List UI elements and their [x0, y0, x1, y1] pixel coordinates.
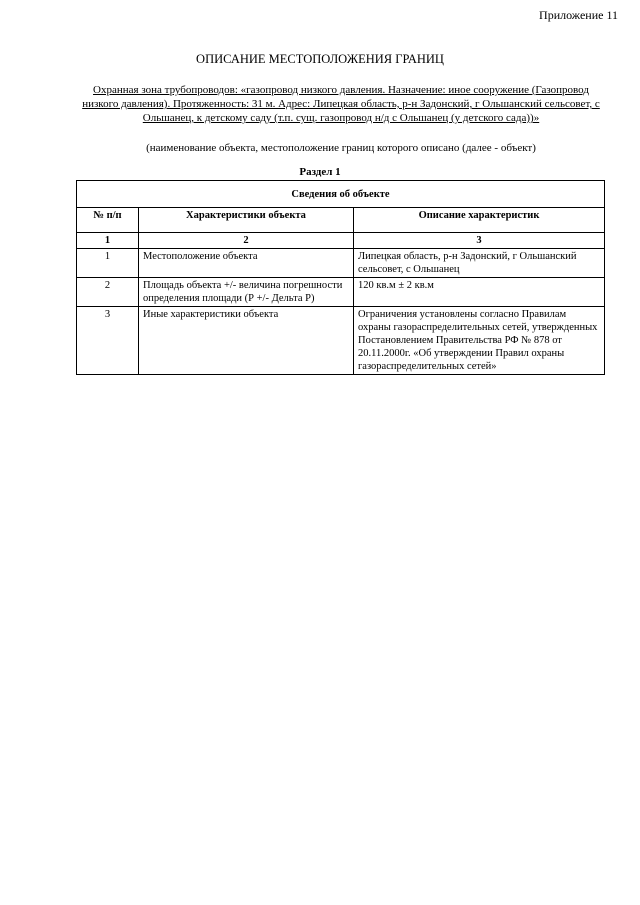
column-number: 1	[77, 233, 139, 249]
column-number: 3	[354, 233, 605, 249]
row-num: 2	[77, 278, 139, 307]
row-characteristic: Иные характеристики объекта	[139, 307, 354, 375]
object-info-table	[76, 180, 605, 375]
row-num: 1	[77, 249, 139, 278]
row-description: 120 кв.м ± 2 кв.м	[354, 278, 605, 307]
column-number: 2	[139, 233, 354, 249]
header-description: Описание характеристик	[354, 208, 605, 233]
table-caption: Сведения об объекте	[77, 181, 605, 208]
document-title: ОПИСАНИЕ МЕСТОПОЛОЖЕНИЯ ГРАНИЦ	[196, 52, 444, 66]
section-label: Раздел 1	[299, 166, 341, 178]
row-description: Ограничения установлены согласно Правилам охраны газораспределительных сетей, утвержденных Постановлением Правительства РФ № 878 от 20.11.2000г. «Об утверждении Правил охраны газораспределительных сетей»	[354, 307, 605, 375]
row-characteristic: Местоположение объекта	[139, 249, 354, 278]
header-characteristic: Характеристики объекта	[139, 208, 354, 233]
table-caption-row	[77, 181, 605, 208]
row-characteristic: Площадь объекта +/- величина погрешности определения площади (Р +/- Дельта Р)	[139, 278, 354, 307]
table-row	[77, 249, 605, 278]
object-description-note: (наименование объекта, местоположение границ которого описано (далее - объект)	[146, 142, 536, 154]
table-header-row	[77, 208, 605, 233]
column-number-row	[77, 233, 605, 249]
table-row	[77, 278, 605, 307]
appendix-label: Приложение 11	[539, 8, 618, 22]
table-row	[77, 307, 605, 375]
object-description: Охранная зона трубопроводов: «газопровод низкого давления. Назначение: иное сооружение (Газопровод низкого давления). Протяженность: 31 м. Адрес: Липецкая область, р-н Задонский, г Ольшанский сельсовет, с Ольшанец, к детскому саду (т.п. сущ. газопровод н/д с Ольшанец (у детского сада))»	[82, 84, 600, 124]
row-num: 3	[77, 307, 139, 375]
header-num: № п/п	[77, 208, 139, 233]
row-description: Липецкая область, р-н Задонский, г Ольшанский сельсовет, с Ольшанец	[354, 249, 605, 278]
